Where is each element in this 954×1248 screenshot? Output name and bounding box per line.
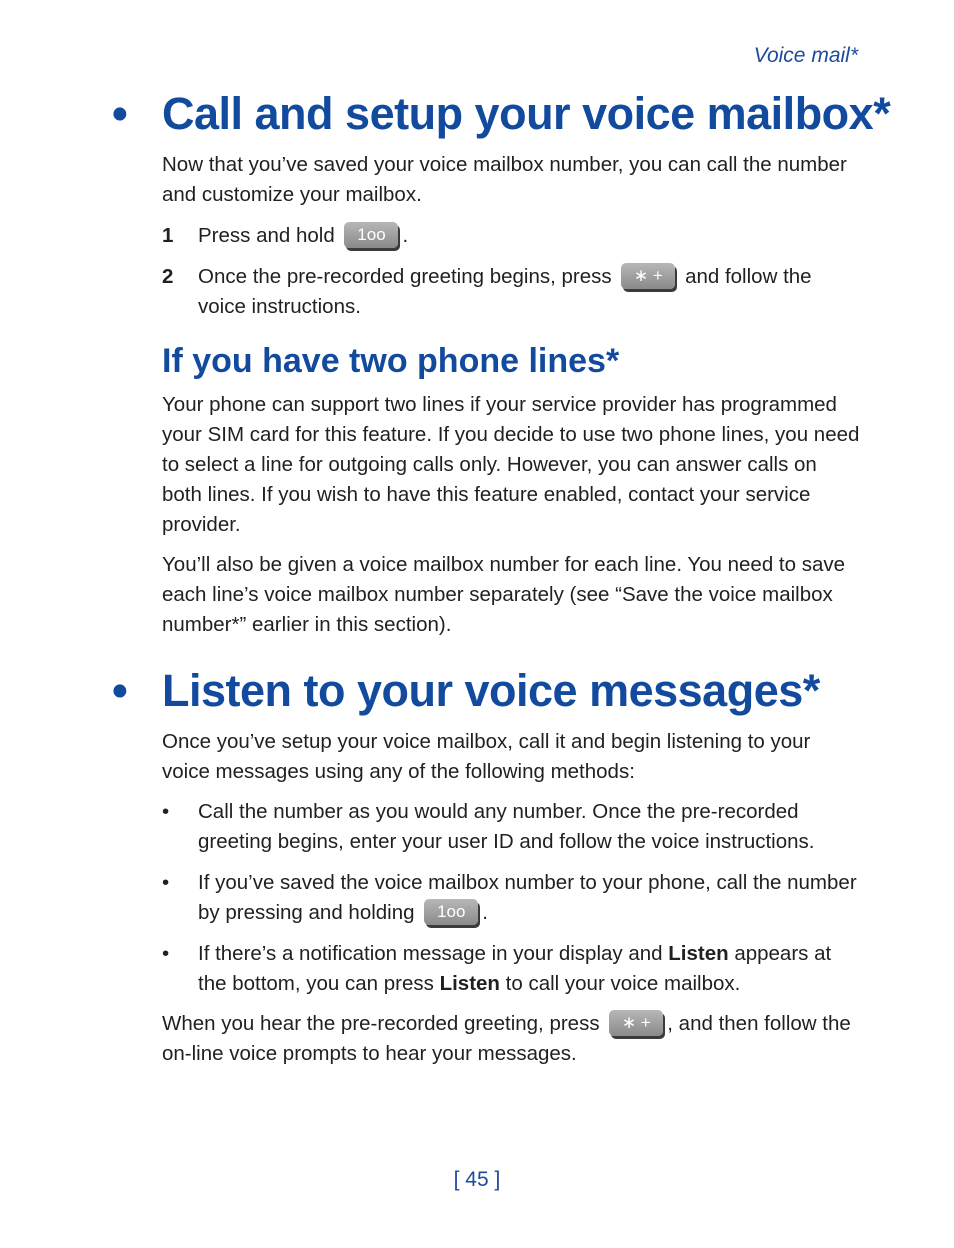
list-text-part: appears at the bottom, you can press bbox=[198, 942, 832, 995]
step-text-before: Once the pre-recorded greeting begins, press bbox=[198, 265, 612, 288]
step-text-before: Press and hold bbox=[198, 224, 335, 247]
list-item-call-number bbox=[162, 797, 862, 857]
list-text-part: If there’s a notification message in your display and bbox=[198, 942, 669, 965]
section-title-call-setup bbox=[112, 88, 890, 140]
list-item-text bbox=[198, 939, 862, 999]
intro-paragraph: Now that you’ve saved your voice mailbox number, you can call the number and customize your mailbox. bbox=[162, 153, 847, 206]
outro-paragraph bbox=[162, 1009, 862, 1069]
step-1 bbox=[162, 221, 862, 251]
list-item-text bbox=[198, 868, 862, 928]
running-header: Voice mail* bbox=[753, 44, 858, 67]
voicemail-1-key-icon: 1οο bbox=[344, 222, 398, 248]
outro-text-after: , and then follow the on-line voice prompts to hear your messages. bbox=[162, 1012, 851, 1065]
step-2 bbox=[162, 262, 862, 322]
list-bullet: • bbox=[162, 800, 170, 823]
outro-text-before: When you hear the pre-recorded greeting, press bbox=[162, 1012, 600, 1035]
list-bullet: • bbox=[162, 942, 170, 965]
listen-softkey-label: Listen bbox=[439, 972, 500, 995]
list-text-before: If you’ve saved the voice mailbox number to your phone, call the number by pressing and holding bbox=[198, 871, 857, 924]
section-title-listen bbox=[112, 665, 820, 717]
section-title-text: Listen to your voice messages* bbox=[162, 665, 820, 716]
list-item-text: Call the number as you would any number. Once the pre-recorded greeting begins, enter your user ID and follow the voice instructions. bbox=[198, 800, 815, 853]
step-text-after: and follow the voice instructions. bbox=[198, 265, 812, 318]
step-text bbox=[198, 221, 862, 251]
step-text-after: . bbox=[402, 224, 409, 247]
list-item-notification bbox=[162, 939, 862, 999]
two-lines-paragraph: Your phone can support two lines if your service provider has programmed your SIM card for this feature. If you decide to use two phone lines, you need to select a line for outgoing calls only. However, you can answer calls on both lines. If you wish to have this feature enabled, contact your service provider. bbox=[162, 393, 860, 536]
step-number: 2 bbox=[162, 265, 174, 288]
list-text-after: . bbox=[482, 901, 488, 924]
list-item-saved-number bbox=[162, 868, 862, 928]
star-plus-key-icon: ∗ + bbox=[621, 263, 675, 289]
star-plus-key-icon: ∗ + bbox=[609, 1010, 663, 1036]
subsection-title: If you have two phone lines* bbox=[162, 342, 620, 380]
listen-softkey-label: Listen bbox=[668, 942, 729, 965]
list-text-part: to call your voice mailbox. bbox=[499, 972, 741, 995]
page-number: [ 45 ] bbox=[453, 1168, 501, 1191]
voicemail-1-key-icon: 1οο bbox=[424, 899, 478, 925]
step-number: 1 bbox=[162, 224, 174, 247]
heading-bullet: • bbox=[112, 88, 128, 139]
heading-bullet: • bbox=[112, 665, 128, 716]
section-title-text: Call and setup your voice mailbox* bbox=[162, 88, 891, 139]
mailbox-number-paragraph: You’ll also be given a voice mailbox number for each line. You need to save each line’s voice mailbox number separately (see “Save the voice mailbox number*” earlier in this section). bbox=[162, 553, 846, 636]
list-bullet: • bbox=[162, 871, 170, 894]
step-text bbox=[198, 262, 862, 322]
listen-intro-paragraph: Once you’ve setup your voice mailbox, call it and begin listening to your voice messages using any of the following methods: bbox=[162, 730, 811, 783]
